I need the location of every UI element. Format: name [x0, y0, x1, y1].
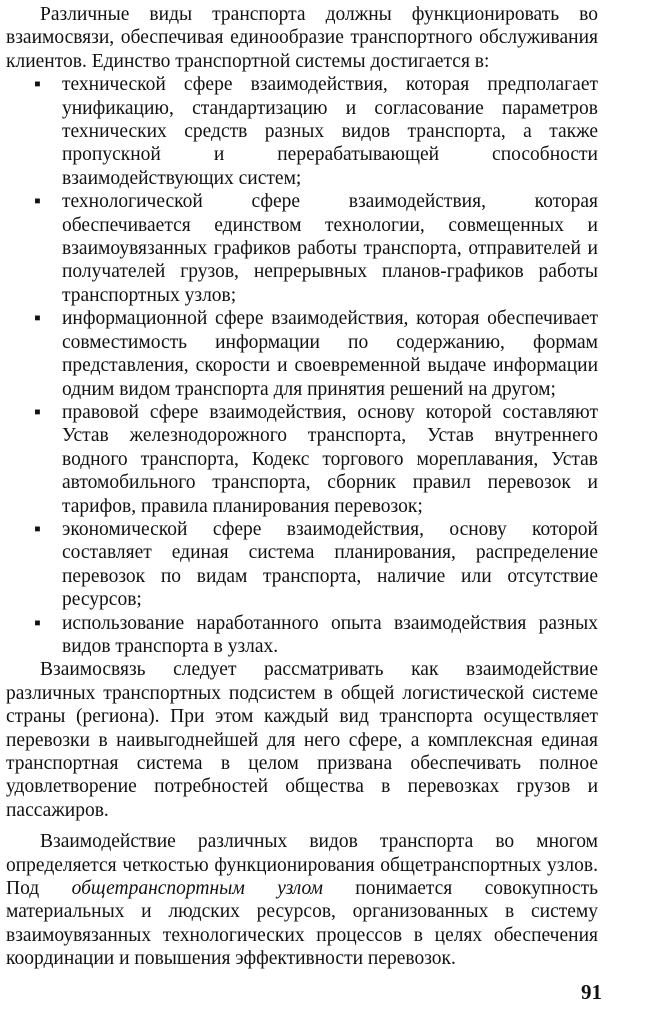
bullet-icon: ▪: [34, 518, 41, 540]
definition-paragraph: [6, 830, 598, 970]
list-item-text: экономической сфере взаимодействия, основу которой составляет единая система планирования, распределение перевозок по видам транспорта, наличие или отсутствие ресурсов;: [62, 518, 598, 611]
bullet-icon: ▪: [34, 308, 41, 330]
definition-text-end: понимается совокупность материальных и людских ресурсов, организованных в систему взаимоувязанных технологических процессов в целях обеспечения координации и повышения эффективности перевозок.: [6, 878, 599, 970]
list-item-text: использование наработанного опыта взаимодействия разных видов транспорта в узлах.: [62, 612, 598, 657]
text-block: [6, 3, 598, 971]
list-item: [6, 307, 598, 401]
page-number: 91: [581, 980, 602, 1004]
body-paragraph: Взаимосвязь следует рассматривать как взаимодействие различных транспортных подсистем в общей логистической системе страны (региона). При этом каждый вид транспорта осуществляет перевозки в наивыгоднейшей для него сфере, а комплексная единая транспортная система в целом призвана обеспечивать полное удовлетворение потребностей общества в перевозках грузов и пассажиров.: [6, 659, 598, 821]
list-item-text: информационной сфере взаимодействия, которая обеспечивает совместимость информации по содержанию, формам представления, скорости и своевременной выдаче информации одним видом транспорта для принятия решений на другом;: [62, 308, 598, 400]
defined-term: общетранспортным узлом: [71, 878, 323, 900]
list-item: [6, 73, 598, 190]
list-item-text: технической сфере взаимодействия, которая предполагает унификацию, стандартизацию и согласование параметров технических средств разных видов транспорта, а также пропускной и перерабатывающей способности взаимодействующих систем;: [62, 74, 598, 189]
bullet-icon: ▪: [34, 612, 41, 634]
bullet-icon: ▪: [34, 191, 41, 213]
bullet-icon: ▪: [34, 401, 41, 423]
list-item: [6, 612, 598, 659]
list-item-text: технологической сфере взаимодействия, которая обеспечивается единством технологии, совмещенных и взаимоувязанных графиков работы транспорта, отправителей и получателей грузов, непрерывных планов-графиков работы транспортных узлов;: [62, 191, 598, 306]
bullet-icon: ▪: [34, 74, 41, 96]
intro-paragraph: Различные виды транспорта должны функционировать во взаимосвязи, обеспечивая единообразие транспортного обслуживания клиентов. Единство транспортной системы достигается в:: [6, 4, 598, 72]
list-item: [6, 190, 598, 307]
definition-text-start: Взаимодействие различных видов транспорта во многом определяется четкостью функционирования общетранспортных узлов. Под: [6, 831, 598, 900]
list-item: [6, 401, 598, 518]
bullet-list: [6, 73, 598, 658]
list-item: [6, 518, 598, 612]
list-item-text: правовой сфере взаимодействия, основу которой составляют Устав железнодорожного транспорта, Устав внутреннего водного транспорта, Кодекс торгового мореплавания, Устав автомобильного транспорта, сборник правил перевозок и тарифов, правила планирования перевозок;: [62, 401, 598, 517]
